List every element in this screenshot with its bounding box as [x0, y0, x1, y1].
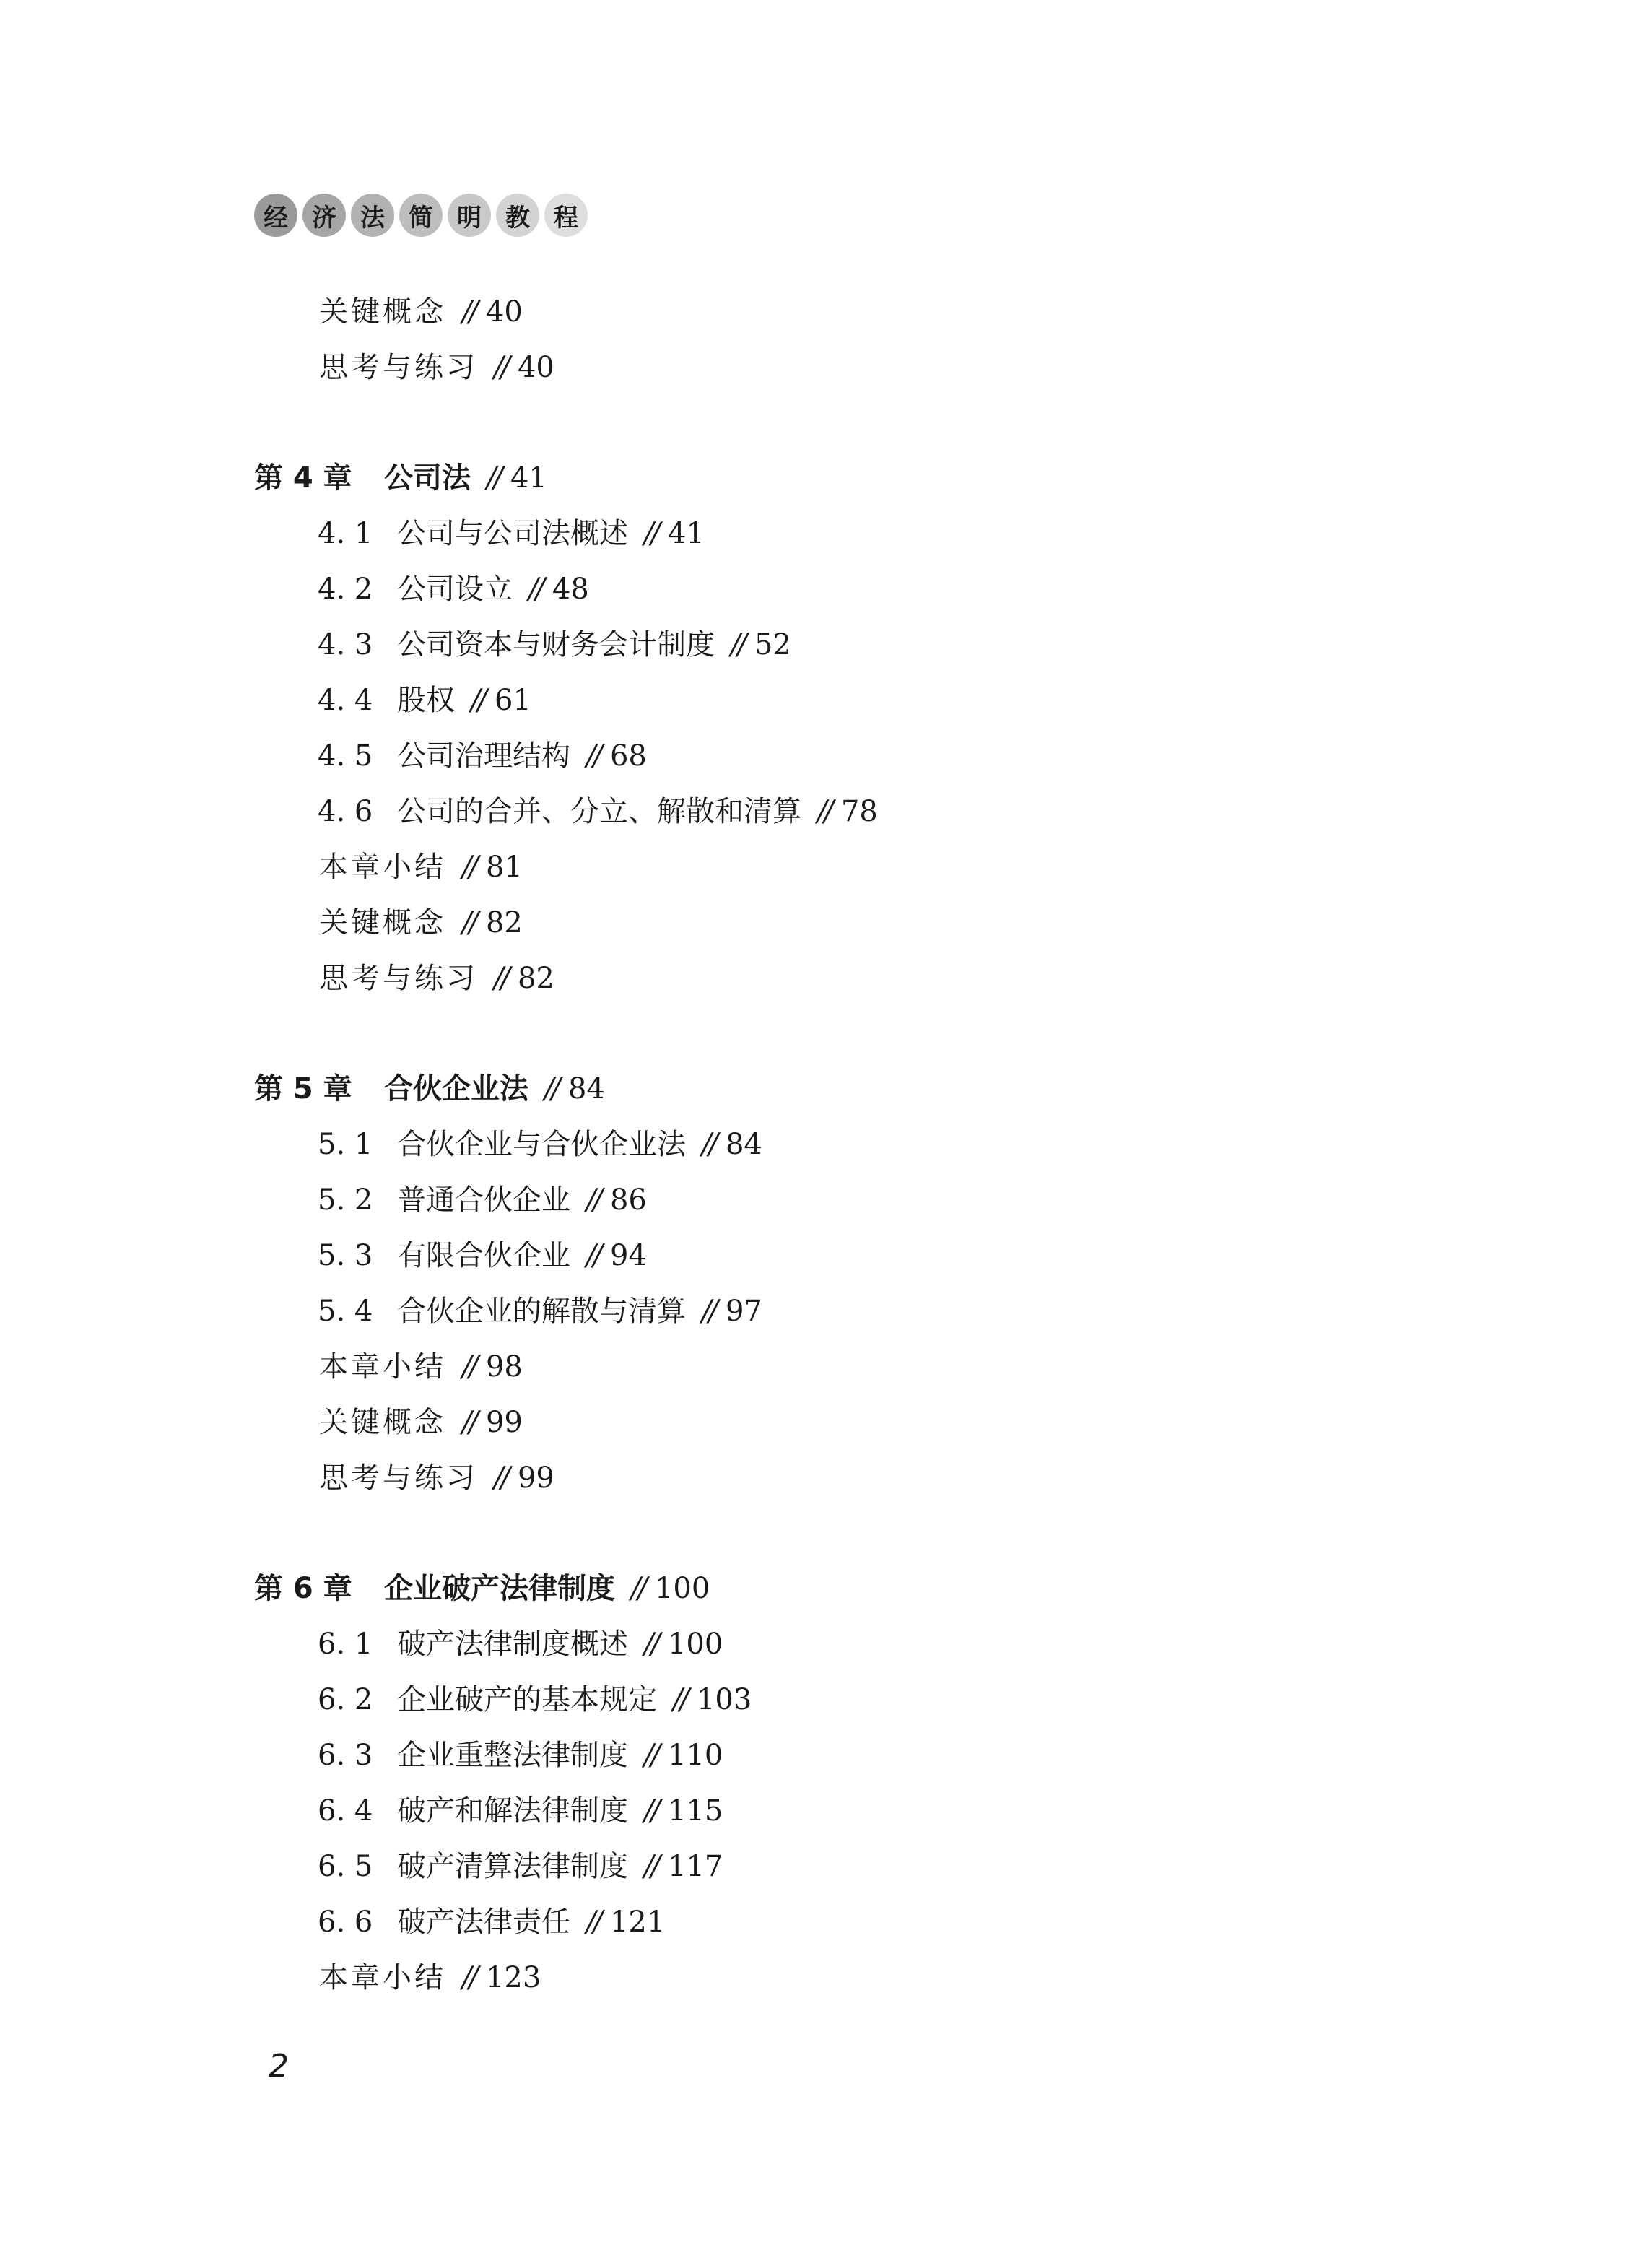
section-number: 4. 2: [318, 573, 373, 606]
chapter-entry: [254, 1074, 605, 1103]
entry-page-number: 97: [725, 1295, 762, 1328]
leader-separator: //: [462, 1961, 476, 1994]
entry-title: 关键概念: [319, 906, 446, 939]
entry-title: 公司治理结构: [397, 739, 570, 773]
entry-title: 破产和解法律制度: [397, 1794, 628, 1828]
section-entry: [318, 686, 531, 715]
entry-page-number: 123: [485, 1961, 541, 1994]
section-number: 4. 1: [318, 517, 373, 550]
toc-entry: [319, 353, 554, 382]
leader-separator: //: [586, 1906, 600, 1939]
toc-entry: [319, 908, 523, 937]
entry-title: 普通合伙企业: [397, 1183, 570, 1217]
entry-title: 有限合伙企业: [397, 1239, 570, 1272]
section-entry: [318, 1241, 647, 1270]
entry-page-number: 100: [654, 1572, 710, 1605]
section-entry: [318, 739, 647, 773]
entry-title: 思考与练习: [319, 351, 478, 384]
section-number: 5. 3: [318, 1239, 373, 1272]
entry-page-number: 84: [725, 1128, 762, 1161]
leader-separator: //: [586, 1183, 600, 1217]
entry-page-number: 100: [667, 1628, 723, 1661]
leader-separator: //: [631, 1572, 645, 1605]
chapter-number: 第 6 章: [254, 1572, 352, 1605]
leader-separator: //: [494, 351, 508, 384]
header-char: 济: [302, 194, 346, 237]
leader-separator: //: [644, 517, 658, 550]
entry-title: 公司与公司法概述: [397, 517, 628, 550]
entry-page-number: 99: [517, 1461, 554, 1495]
entry-page-number: 94: [609, 1239, 647, 1272]
entry-title: 关键概念: [319, 295, 446, 329]
toc-entry: [319, 1461, 554, 1495]
leader-separator: //: [544, 1072, 558, 1105]
toc-entry: [319, 295, 523, 329]
entry-page-number: 40: [485, 295, 523, 329]
entry-title: 思考与练习: [319, 962, 478, 995]
entry-title: 关键概念: [319, 1406, 446, 1439]
entry-page-number: 121: [609, 1906, 666, 1939]
entry-title: 股权: [397, 684, 455, 717]
header-char: 简: [399, 194, 443, 237]
leader-separator: //: [462, 1350, 476, 1383]
chapter-number: 第 5 章: [254, 1072, 352, 1105]
chapter-number: 第 4 章: [254, 461, 352, 495]
entry-title: 本章小结: [319, 1350, 446, 1383]
leader-separator: //: [471, 684, 484, 717]
leader-separator: //: [586, 739, 600, 773]
section-number: 6. 6: [318, 1906, 373, 1939]
leader-separator: //: [644, 1628, 658, 1661]
entry-title: 破产清算法律制度: [397, 1850, 628, 1883]
toc-entry: [319, 1408, 523, 1437]
section-number: 6. 2: [318, 1683, 373, 1716]
chapter-entry: [254, 1574, 710, 1603]
section-entry: [318, 1852, 723, 1881]
entry-title: 企业重整法律制度: [397, 1739, 628, 1772]
section-number: 5. 4: [318, 1295, 373, 1328]
leader-separator: //: [586, 1239, 600, 1272]
leader-separator: //: [528, 573, 542, 606]
leader-separator: //: [462, 1406, 476, 1439]
section-entry: [318, 1130, 762, 1159]
entry-page-number: 52: [754, 628, 791, 661]
entry-page-number: 82: [485, 906, 523, 939]
entry-title: 合伙企业与合伙企业法: [397, 1128, 686, 1161]
section-number: 6. 5: [318, 1850, 373, 1883]
section-number: 5. 1: [318, 1128, 373, 1161]
section-entry: [318, 1908, 665, 1937]
section-number: 6. 1: [318, 1628, 373, 1661]
section-entry: [318, 1183, 647, 1217]
entry-page-number: 84: [567, 1072, 605, 1105]
toc-entry: [319, 1352, 523, 1381]
section-entry: [318, 519, 705, 548]
entry-page-number: 41: [667, 517, 705, 550]
leader-separator: //: [673, 1683, 687, 1716]
entry-page-number: 81: [485, 851, 523, 884]
chapter-entry: [254, 461, 547, 495]
entry-title: 破产法律制度概述: [397, 1628, 628, 1661]
entry-title: 思考与练习: [319, 1461, 478, 1495]
entry-page-number: 78: [840, 795, 878, 828]
leader-separator: //: [817, 795, 831, 828]
entry-page-number: 110: [667, 1739, 723, 1772]
toc-entry: [319, 964, 554, 993]
header-char: 程: [544, 194, 588, 237]
entry-page-number: 82: [517, 962, 554, 995]
entry-page-number: 117: [667, 1850, 723, 1883]
leader-separator: //: [494, 962, 508, 995]
entry-title: 合伙企业的解散与清算: [397, 1295, 686, 1328]
section-number: 6. 4: [318, 1794, 373, 1828]
leader-separator: //: [462, 906, 476, 939]
entry-page-number: 115: [667, 1794, 723, 1828]
header-char: 教: [496, 194, 539, 237]
section-number: 4. 6: [318, 795, 373, 828]
leader-separator: //: [731, 628, 744, 661]
entry-title: 本章小结: [319, 1961, 446, 1994]
section-number: 5. 2: [318, 1183, 373, 1217]
page-number: 2: [269, 2048, 289, 2085]
entry-title: 破产法律责任: [397, 1906, 570, 1939]
section-entry: [318, 1297, 762, 1326]
leader-separator: //: [644, 1794, 658, 1828]
entry-page-number: 99: [485, 1406, 523, 1439]
header-char: 法: [351, 194, 394, 237]
section-number: 4. 4: [318, 684, 373, 717]
section-number: 6. 3: [318, 1739, 373, 1772]
leader-separator: //: [644, 1850, 658, 1883]
entry-title: 企业破产法律制度: [384, 1572, 615, 1605]
entry-page-number: 98: [485, 1350, 523, 1383]
leader-separator: //: [702, 1128, 715, 1161]
section-number: 4. 5: [318, 739, 373, 773]
entry-title: 公司的合并、分立、解散和清算: [397, 795, 801, 828]
section-entry: [318, 1630, 723, 1659]
entry-title: 企业破产的基本规定: [397, 1683, 657, 1716]
leader-separator: //: [487, 461, 500, 495]
entry-page-number: 40: [517, 351, 554, 384]
header-char: 经: [254, 194, 297, 237]
section-entry: [318, 1685, 752, 1714]
section-entry: [318, 575, 589, 604]
section-entry: [318, 797, 878, 826]
toc-entry: [319, 853, 523, 882]
section-entry: [318, 1741, 723, 1770]
entry-page-number: 48: [552, 573, 589, 606]
entry-title: 公司法: [384, 461, 471, 495]
entry-page-number: 41: [510, 461, 547, 495]
entry-title: 本章小结: [319, 851, 446, 884]
leader-separator: //: [462, 295, 476, 329]
section-entry: [318, 1794, 723, 1828]
toc-entry: [319, 1963, 541, 1992]
section-number: 4. 3: [318, 628, 373, 661]
header-char: 明: [448, 194, 491, 237]
running-header: [254, 194, 588, 237]
entry-title: 公司设立: [397, 573, 513, 606]
leader-separator: //: [462, 851, 476, 884]
entry-title: 合伙企业法: [384, 1072, 528, 1105]
entry-page-number: 61: [494, 684, 531, 717]
entry-page-number: 86: [609, 1183, 647, 1217]
entry-page-number: 68: [609, 739, 647, 773]
leader-separator: //: [644, 1739, 658, 1772]
leader-separator: //: [702, 1295, 715, 1328]
leader-separator: //: [494, 1461, 508, 1495]
entry-page-number: 103: [696, 1683, 752, 1716]
section-entry: [318, 630, 791, 659]
entry-title: 公司资本与财务会计制度: [397, 628, 715, 661]
